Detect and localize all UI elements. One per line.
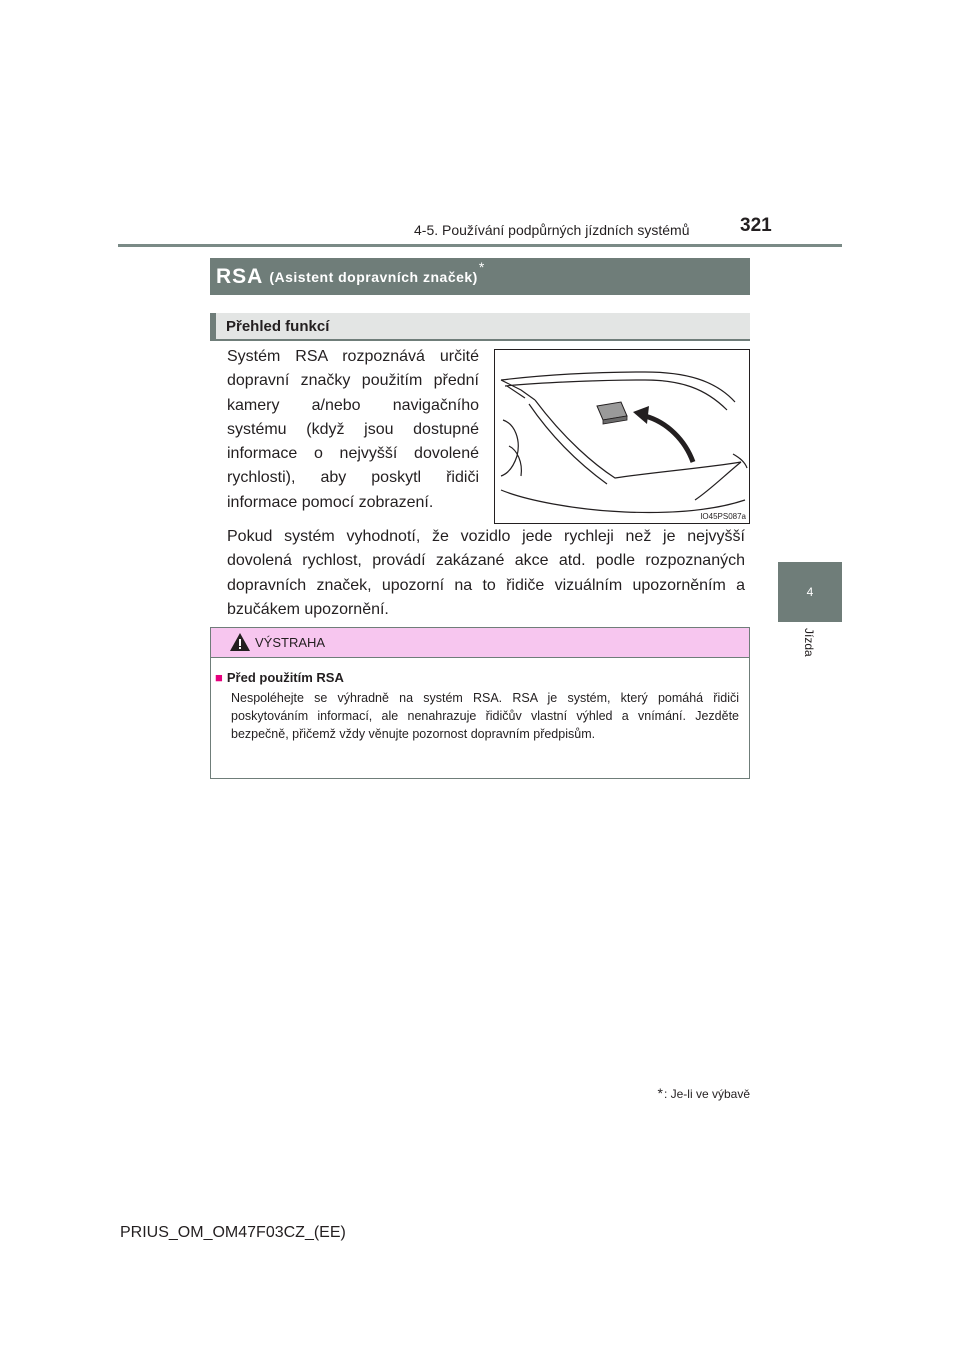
section-title: RSA (216, 264, 264, 288)
chapter-label: Jízda (802, 628, 816, 657)
square-bullet-icon: ■ (215, 670, 223, 685)
page-number: 321 (740, 215, 772, 236)
warning-item-text: Nespoléhejte se výhradně na systém RSA. RSA je systém, který pomáhá řidiči poskytováním informací, ale nenahrazuje řidičův vlastní výhled a vnímání. Jezděte bezpečně, přičemž vždy věnujte pozornost dopravním předpisům. (231, 691, 739, 741)
front-camera-icon (597, 402, 627, 424)
chapter-number: 4 (806, 585, 814, 599)
subsection-title: Přehled funkcí (226, 318, 330, 335)
camera-location-illustration (494, 349, 750, 524)
footnote (620, 1085, 750, 1101)
figure-code: IO45PS087a (700, 512, 746, 521)
warning-item-heading (215, 670, 344, 685)
header-rule (118, 244, 842, 247)
running-header: 4-5. Používání podpůrných jízdních systémů (414, 222, 690, 238)
document-code: PRIUS_OM_OM47F03CZ_(EE) (120, 1224, 346, 1241)
footnote-text: : Je-li ve výbavě (663, 1087, 750, 1101)
description-paragraph: Pokud systém vyhodnotí, že vozidlo jede rychleji než je nejvyšší dovolená rychlost, provádí zakázané akce atd. podle rozpoznaných dopravních značek, upozorní na to řidiče vizuálním upozorněním a bzučákem upozornění. (227, 528, 745, 618)
warning-title: VÝSTRAHA (255, 635, 326, 650)
section-title-bar (210, 258, 750, 295)
warning-header (211, 628, 749, 658)
chapter-tab[interactable] (778, 562, 842, 622)
optional-equipment-marker: * (478, 258, 485, 275)
windshield-camera-drawing (495, 350, 751, 525)
section-subtitle: (Asistent dopravních značek) (269, 268, 478, 285)
footnote-marker: * (657, 1085, 663, 1101)
warning-item-title: Před použitím RSA (226, 670, 344, 685)
intro-paragraph: Systém RSA rozpoznává určité dopravní značky použitím přední kamery a/nebo navigačního systému (když jsou dostupné informace o nejvyšší dovolené rychlosti), aby poskytl řidiči informace pomocí zobrazení. (227, 348, 479, 511)
warning-triangle-icon (229, 632, 251, 652)
pointer-arrow (633, 406, 693, 462)
warning-box (210, 627, 750, 779)
subsection-heading (210, 313, 750, 341)
